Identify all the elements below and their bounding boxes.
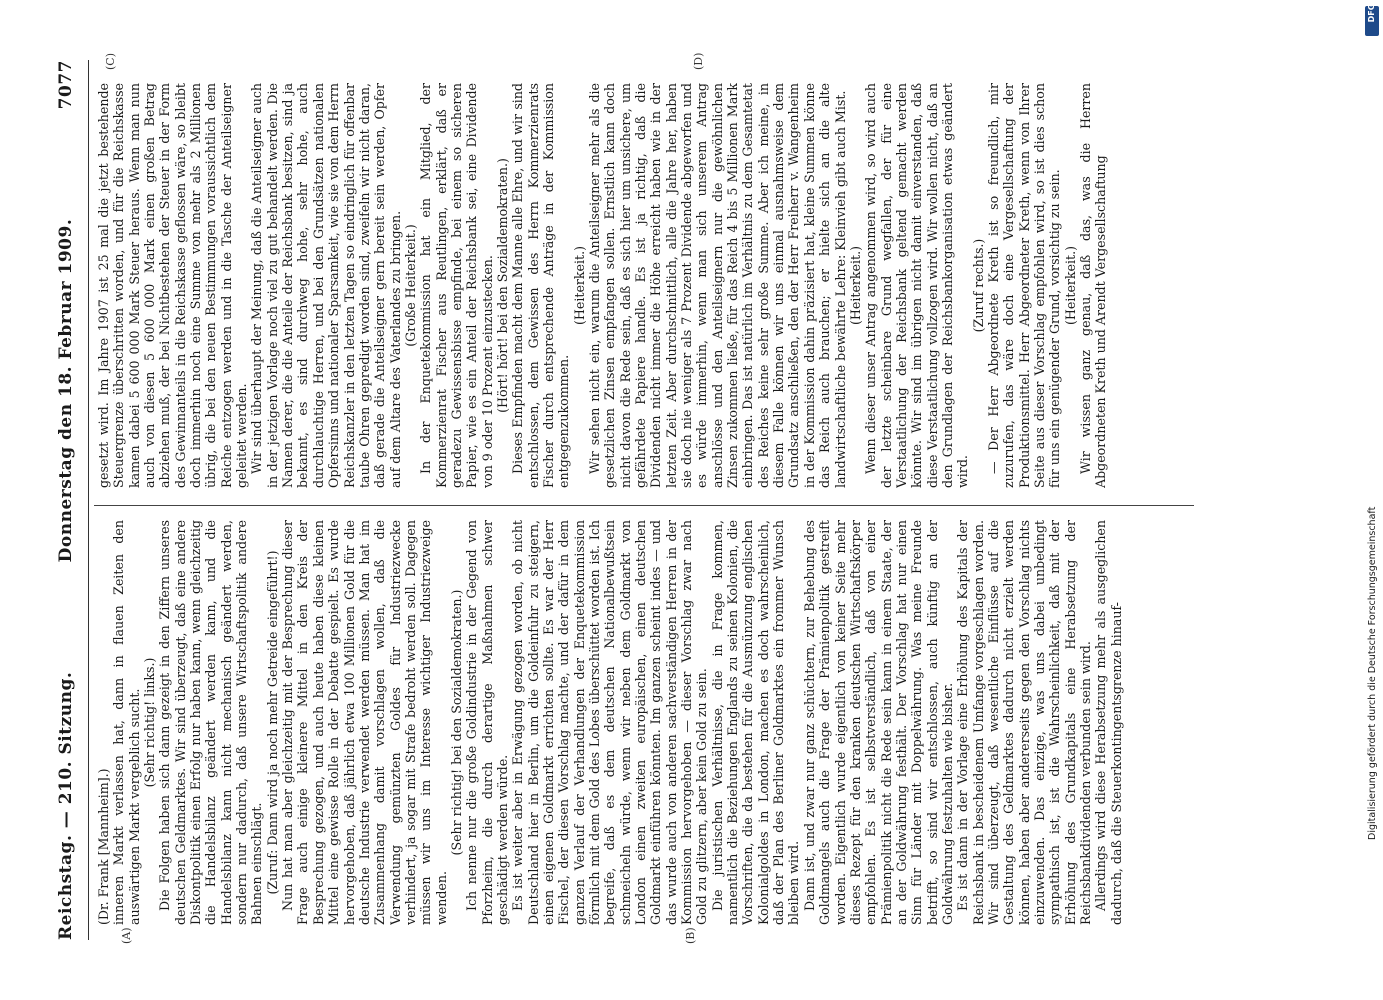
paragraph: Nun hat man aber gleichzeitig mit der Besprechung dieser Frage auch einige kleinere Mittel in den Kreis der Besprechung gezogen, und auch heute haben diese kleinen Mittel eine gewisse Rolle in der Debatte gespielt. Es wurde hervorgehoben, daß jährlich etwa 100 Millionen Gold für die deutsche Industrie verwendet werden müssen. Man hat im Zusammenhang damit vorschlagen wollen, daß die Verwendung gemünzten Goldes für Industriezwecke verhindert, ja sogar mit Strafe bedroht werden soll. Dagegen müssen wir uns im Interesse wichtiger Industriezweige wenden. [280, 520, 449, 925]
interjection: (Sehr richtig! links.) [142, 657, 158, 788]
header-rule [88, 60, 89, 940]
interjection: (Zuruf rechts.) [970, 238, 986, 333]
header-left: Reichstag. — 210. Sitzung. [56, 671, 76, 940]
paragraph: Wir sind überhaupt der Meinung, daß die Anteilseigner auch in der jetzigen Vorlage noch viel zu gut behandelt werden. Die Namen derer, die die Anteile der Reichsbank besitzen, sind ja bekannt, es sind durchweg hohe, sehr hohe, auch durchlauchtige Herren, und bei den Grundsätzen nationalen Opfersinns und nationaler Sparsamkeit, wie sie von dem Herrn Reichskanzler in den letzten Tagen so eindringlich für offenbar taube Ohren gepredigt worden sind, zweifeln wir nicht daran, daß gerade die Anteilseigner gern bereit sein werden, Opfer auf dem Altare des Vaterlandes zu bringen. [249, 83, 403, 488]
interjection: (Zuruf: Dann wird ja noch mehr Getreide eingeführt!) [264, 550, 280, 895]
dfg-logo-text: DFG [1367, 3, 1376, 23]
paragraph: Wir wissen ganz genau, daß das, was die Herren Abgeordneten Kreth und Arendt Vergesellschaftung [1078, 83, 1109, 488]
margin-marker-a: (A) [120, 927, 133, 944]
page-header [56, 60, 84, 940]
paragraph: — Der Herr Abgeordnete Kreth ist so freundlich, mir zuzurufen, das wäre doch eine Vergesellschaftung der Produktionsmittel. Herr Abgeordneter Kreth, wenn von Ihrer Seite aus dieser Vorschlag empfohlen wird, so ist dies schon für uns ein genügender Grund, vorsichtig zu sein. [985, 83, 1063, 488]
dfg-side-note [1364, 0, 1382, 1000]
paragraph: gesetzt wird. Im Jahre 1907 ist 25 mal die jetzt bestehende Steuergrenze überschritten worden, und für die Reichskasse kamen dabei 5 600 000 Mark Steuer heraus. Wenn man nun auch von diesen 5 600 000 Mark einen großen Betrag abziehen muß, der bei Nichtbestehen der Steuer in der Form des Gewinnanteils in die Reichskasse geflossen wäre, so bleibt doch immerhin noch eine Summe von mehr als 2 Millionen übrig, die bei den neuen Bestimmungen voraussichtlich dem Reiche entzogen werden und in die Tasche der Anteilseigner geleitet werden. [96, 83, 250, 488]
interjection: (Sehr richtig! bei den Sozialdemokraten.) [448, 589, 464, 856]
page-number: 7077 [56, 60, 76, 110]
paragraph: Es ist weiter aber in Erwägung gezogen worden, ob nicht Deutschland hier in Berlin, um die Goldeinfuhr zu steigern, einen eigenen Goldmarkt errichten sollte. Es war der Herr Fischel, der diesen Vorschlag machte, und der dafür in dem ganzen Verlauf der Verhandlungen der Enquetekommission förmlich mit dem Gold des Lobes überschüttet worden ist. Ich begreife, daß es dem deutschen Nationalbewußtsein schmeicheln würde, wenn wir neben dem Goldmarkt von London einen zweiten europäischen, einen deutschen Goldmarkt einführen könnten. Im ganzen scheint indes — und das wurde auch von anderen sachverständigen Herren in der Kommission hervorgehoben — dieser Vorschlag zwar nach Gold zu glitzern, aber kein Gold zu sein. [510, 520, 710, 925]
paragraph: Allerdings wird diese Herabsetzung mehr als ausgeglichen dadurch, daß die Steuerkontingentsgrenze hinauf- [1093, 520, 1124, 925]
paragraph: (Dr. Frank [Mannheim].) [96, 768, 111, 925]
paragraph: Die juristischen Verhältnisse, die in Frage kommen, namentlich die Beziehungen Englands zu seinen Kolonien, die Vorschriften, die da bestehen für die Ausmünzung englischen Kolonialgoldes in London, machen es doch wahrscheinlich, daß der Plan des Berliner Goldmarktes ein frommer Wunsch bleiben wird. [709, 520, 802, 925]
paragraph: Es ist dann in der Vorlage eine Erhöhung des Kapitals der Reichsbank in bescheidenem Umfange vorgeschlagen worden. Wir sind überzeugt, daß wesentliche Einflüsse auf die Gestaltung des Geldmarktes dadurch nicht erzielt werden können, haben aber andererseits gegen den Vorschlag nichts einzuwenden. Das einzige, was uns dabei unbedingt sympathisch ist, ist die Wahrscheinlichkeit, daß mit der Erhöhung des Grundkapitals eine Herabsetzung der Reichsbankdividenden verbunden sein wird. [955, 520, 1093, 925]
margin-marker-b: (B) [684, 927, 697, 944]
paragraph: In der Enquetekommission hat ein Mitglied, der Kommerzienrat Fischer aus Reutlingen, erklärt, daß er geradezu Gewissensbisse empfinde, bei einem so sicheren Papier, wie es ein Anteil der Reichsbank sei, eine Dividende von 9 oder 10 Prozent einzustecken. [418, 83, 495, 488]
margin-marker-c: (C) [104, 53, 117, 70]
interjection: (Heiterkeit.) [847, 246, 863, 325]
paragraph: inneren Markt verlassen hat, dann in flauen Zeiten den auswärtigen Markt vergeblich sucht. [111, 520, 142, 925]
interjection: (Heiterkeit.) [571, 246, 587, 325]
column-divider [94, 505, 1194, 506]
right-text-column [96, 83, 1206, 488]
paragraph: Dieses Empfinden macht dem Manne alle Ehre, und wir sind entschlossen, dem Gewissen des Herrn Kommerzienrats Fischer durch entsprechende Anträge in der Kommission entgegenzukommen. [510, 83, 572, 488]
paragraph: Dann ist, und zwar nur ganz schüchtern, zur Behebung des Goldmangels auch die Frage der Prämienpolitik gestreift worden. Eigentlich wurde eigentlich von keiner Seite mehr dieses Rezept für den kranken deutschen Wirtschaftskörper empfohlen. Es ist selbstverständlich, daß von einer Prämienpolitik nicht die Rede sein kann in einem Staate, der an der Goldwährung festhält. Der Vorschlag hat nur einen Sinn für Länder mit Doppelwährung. Was meine Freunde betrifft, so sind wir entschlossen, auch künftig an der Goldwährung festzuhalten wie bisher. [801, 520, 955, 925]
digitization-credit: Digitalisierung gefördert durch die Deutsche Forschungsgemeinschaft [1367, 506, 1378, 840]
paragraph: Ich nenne nur die große Goldindustrie in der Gegend von Pforzheim, die durch derartige Maßnahmen schwer geschädigt werden würde. [464, 520, 510, 925]
header-date: Donnerstag den 18. Februar 1909. [56, 218, 76, 563]
margin-marker-d: (D) [692, 52, 705, 70]
interjection: (Große Heiterkeit.) [402, 224, 418, 347]
paragraph: Die Folgen haben sich dann gezeigt in den Ziffern unseres deutschen Geldmarktes. Wir sind überzeugt, daß eine andere Diskontpolitik einen Erfolg nur haben kann, wenn gleichzeitig die Handelsbilanz geändert werden kann, und die Handelsbilanz kann nicht mechanisch geändert werden, sondern nur dadurch, daß unsere Wirtschaftspolitik andere Bahnen einschlägt. [157, 520, 265, 925]
paragraph: Wir sehen nicht ein, warum die Anteilseigner mehr als die gesetzlichen Zinsen empfangen sollen. Ernstlich kann doch nicht davon die Rede sein, daß es sich hier um unsichere, um gefährdete Papiere handle. Es ist ja richtig, daß die Dividenden nicht immer die Höhe erreicht haben wie in der letzten Zeit. Aber durchschnittlich, alle die Jahre her, haben sie doch nie weniger als 7 Prozent Dividende abgeworfen und es würde immerhin, wenn man sich unserem Antrag anschlösse und den Anteilseignern nur die gewöhnlichen Zinsen zukommen ließe, für das Reich 4 bis 5 Millionen Mark einbringen. Das ist natürlich im Verhältnis zu dem Gesamtetat des Reiches keine sehr große Summe. Aber ich meine, in diesem Falle können wir uns einmal ausnahmsweise dem Grundsatz anschließen, den der Herr Freiherr v. Wangenheim in der Kommission dahin präzisiert hat, kleine Summen könne das Reich auch brauchen; er hielte sich an die alte landwirtschaftliche bewährte Lehre: Kleinvieh gibt auch Mist. [587, 83, 848, 488]
interjection: (Heiterkeit.) [1062, 246, 1078, 325]
paragraph: Wenn dieser unser Antrag angenommen wird, so wird auch der letzte scheinbare Grund wegfallen, der für eine Verstaatlichung der Reichsbank geltend gemacht werden könnte. Wir sind im übrigen nicht damit einverstanden, daß diese Verstaatlichung vollzogen wird. Wir wollen nicht, daß an den Grundlagen der Reichsbankorganisation etwas geändert wird. [863, 83, 971, 488]
interjection: (Hört! hört! bei den Sozialdemokraten.) [494, 158, 510, 413]
left-text-column [96, 520, 1206, 925]
